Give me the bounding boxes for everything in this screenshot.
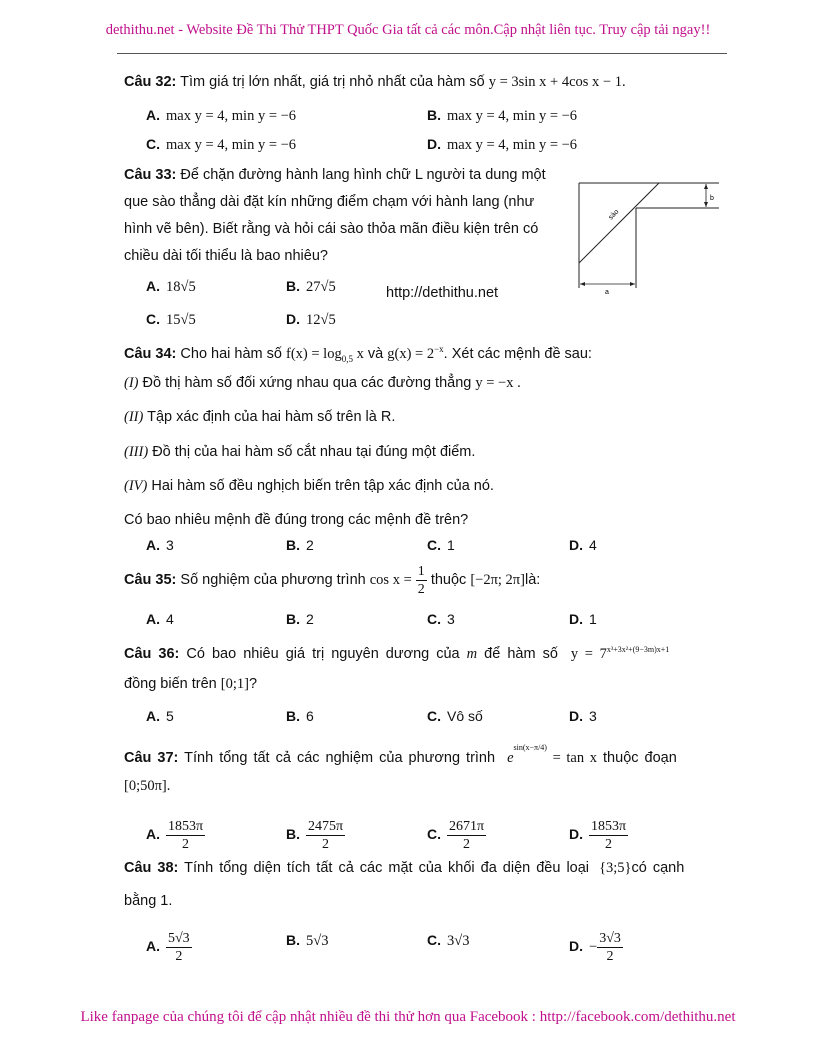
q33-option-d: D. 12√5 xyxy=(286,311,336,328)
q36-line-2: đồng biến trên [0;1]? xyxy=(124,676,258,692)
q37-interval: [0;50π]. xyxy=(124,778,171,794)
corridor-diagram xyxy=(574,178,724,302)
q37-label: Câu 37: xyxy=(124,749,179,766)
q38-option-c: C. 3√3 xyxy=(427,932,470,949)
label-a: a xyxy=(605,289,609,296)
q34-statement-3: (III) Đồ thị của hai hàm số cắt nhau tại đúng một điểm. xyxy=(124,444,476,460)
q37-option-a: A. $\frac{1853\pi}{2}$ xyxy=(146,819,204,852)
q36-option-a: A. 5 xyxy=(146,708,174,724)
q32-label: Câu 32: xyxy=(124,74,177,90)
label-pole: sào xyxy=(607,208,621,222)
page-header: dethithu.net - Website Đề Thi Thử THPT Quốc Gia tất cả các môn.Cập nhật liên tục. Truy cập tải ngay!! xyxy=(105,22,711,38)
header-divider xyxy=(117,53,727,54)
question-33 xyxy=(124,165,546,185)
q38-option-d: D. − $\frac{3√3}{2}$ xyxy=(569,931,621,964)
q33-option-a: A. 18√5 xyxy=(146,278,196,295)
q34-text: Cho hai hàm số xyxy=(180,345,282,362)
q32-option-c: C. max y = 4, min y = −6 xyxy=(146,136,297,153)
question-35: Câu 35: Số nghiệm của phương trình cos x = $\frac{1}{2}$ thuộc [−2π; 2π]là: xyxy=(124,563,541,597)
q35-option-d: D. 1 xyxy=(569,611,597,627)
q34-label: Câu 34: xyxy=(124,345,177,362)
q36-option-b: B. 6 xyxy=(286,708,314,724)
q34-option-a: A. 3 xyxy=(146,537,174,553)
q36-option-d: D. 3 xyxy=(569,708,597,724)
q33-line-3: hình vẽ bên). Biết rằng và hỏi cái sào thỏa mãn điều kiện trên có xyxy=(124,221,539,237)
q38-option-b: B. 5√3 xyxy=(286,932,329,949)
q34-statement-2: (II) Tập xác định của hai hàm số trên là R. xyxy=(124,409,396,425)
q35-option-c: C. 3 xyxy=(427,611,455,627)
q37-option-c: C. $\frac{2671\pi}{2}$ xyxy=(427,819,485,852)
q38-option-a: A. $\frac{5√3}{2}$ xyxy=(146,931,190,964)
q37-option-b: B. $\frac{2475\pi}{2}$ xyxy=(286,819,344,852)
label-b: b xyxy=(710,195,714,202)
question-37: Câu 37: Tính tổng tất cả các nghiệm của phương trình $e^{sin(x-\pi/4)} = \tan x$ thuộc đoạn xyxy=(124,743,677,766)
question-34: Câu 34: Cho hai hàm số $f(x) = \log_{0,5} x$ và $g(x) = 2^{-x}$. Xét các mệnh đề sau: xyxy=(124,344,592,364)
q33-line-1: Để chặn đường hành lang hình chữ L người ta dung một xyxy=(180,167,546,183)
q33-option-c: C. 15√5 xyxy=(146,311,196,328)
q34-statement-4: (IV) Hai hàm số đều nghịch biến trên tập xác định của nó. xyxy=(124,478,494,494)
page-footer: Like fanpage của chúng tôi để cập nhật nhiều đề thi thử hơn qua Facebook : http://facebook.com/dethithu.net xyxy=(80,1009,736,1025)
q38-line-2: bằng 1. xyxy=(124,893,173,909)
pole-line xyxy=(579,183,659,263)
q34-ask: Có bao nhiêu mệnh đề đúng trong các mệnh đề trên? xyxy=(124,512,469,528)
q32-option-b: B. max y = 4, min y = −6 xyxy=(427,107,578,124)
q33-line-2: que sào thẳng dài đặt kín những điểm chạm với hành lang (như xyxy=(124,194,535,210)
q33-option-b: B. 27√5 xyxy=(286,278,336,295)
question-36: Câu 36: Có bao nhiêu giá trị nguyên dương của m để hàm số $y = 7^{x^3+3x^2+(9-3m)x+1}$ xyxy=(124,645,670,662)
q32-option-a: A. max y = 4, min y = −6 xyxy=(146,107,297,124)
q34-option-c: C. 1 xyxy=(427,537,455,553)
q33-line-4: chiều dài tối thiểu là bao nhiêu? xyxy=(124,248,328,264)
q36-option-c: C. Vô số xyxy=(427,708,483,724)
q38-label: Câu 38: xyxy=(124,860,179,876)
q34-option-d: D. 4 xyxy=(569,537,597,553)
q33-label: Câu 33: xyxy=(124,167,177,183)
question-38: Câu 38: Tính tổng diện tích tất cả các mặt của khối đa diện đều loại {3;5}có cạnh xyxy=(124,860,685,876)
question-32 xyxy=(124,72,626,92)
q35-option-b: B. 2 xyxy=(286,611,314,627)
watermark-url: http://dethithu.net xyxy=(386,285,499,301)
q32-formula: y = 3sin x + 4cos x − 1. xyxy=(488,74,626,90)
q36-label: Câu 36: xyxy=(124,645,180,662)
q37-option-d: D. $\frac{1853\pi}{2}$ xyxy=(569,819,627,852)
q34-statement-1: (I) Đồ thị hàm số đối xứng nhau qua các đường thẳng y = −x . xyxy=(124,375,521,391)
q32-option-d: D. max y = 4, min y = −6 xyxy=(427,136,578,153)
q32-text: Tìm giá trị lớn nhất, giá trị nhỏ nhất của hàm số xyxy=(180,74,485,90)
q34-option-b: B. 2 xyxy=(286,537,314,553)
q35-label: Câu 35: xyxy=(124,572,177,588)
q35-option-a: A. 4 xyxy=(146,611,174,627)
